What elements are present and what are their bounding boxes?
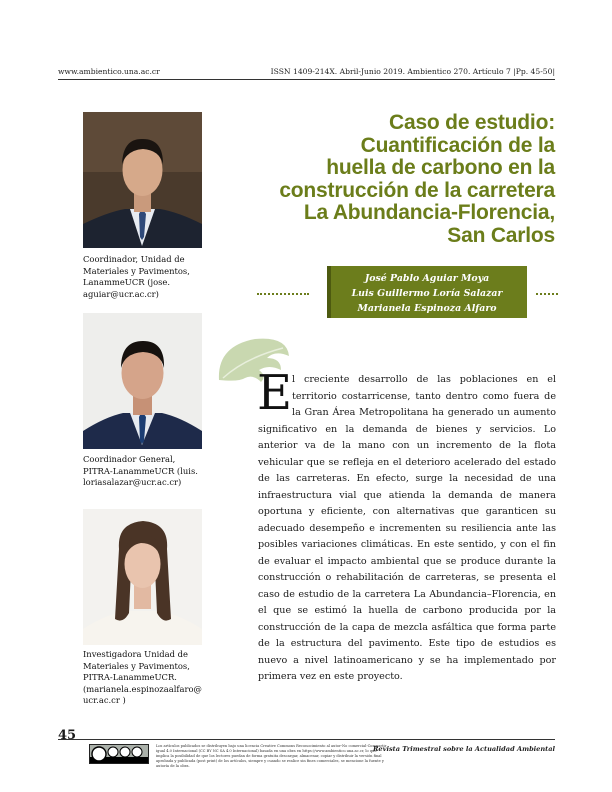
journal-name: Revista Trimestral sobre la Actualidad Ambiental	[372, 745, 555, 753]
header-issn: ISSN 1409-214X. Abril-Junio 2019. Ambientico 270. Artículo 7 |Pp. 45-50|	[270, 67, 555, 76]
caption-line: Coordinador, Unidad de	[83, 254, 185, 264]
caption-line: LanammeUCR (jose.	[83, 277, 171, 288]
caption-line[interactable]: (marianela.espinozaalfaro@	[83, 683, 202, 694]
article-body	[257, 365, 556, 686]
author-photo-3	[83, 509, 202, 645]
dropcap-spacer	[257, 365, 293, 421]
cc-license-icon[interactable]	[89, 744, 149, 764]
author-photo-1	[83, 112, 202, 248]
caption-line: PITRA-LanammeUCR (luis.	[83, 465, 198, 476]
title-line: huella de carbono en la	[326, 156, 555, 180]
license-text: Los artículos publicados se distribuyen bajo una licencia Creative Commons Reconocimiento al autor-No comercial-Compartir igual 4.0 Internacional (CC BY NC SA 4.0 Internacional) basada en una obra en https://www.ambientico.una.ac.cr, lo que implica la posibilidad de que los lectores puedan de forma gratuita descargar, almacenar, copiar y distribuir la versión final aprobada y publicada (post print) de los artículos, siempre y cuando se realice sin fines comerciales, se mencione la fuente y autoría de la obra.	[156, 744, 387, 768]
caption-line: Coordinador General,	[83, 454, 176, 464]
author-caption-1	[83, 254, 208, 300]
drop-cap: E	[257, 365, 293, 421]
body-text: l creciente desarrollo de las poblaciones en el territorio costarricense, tanto dentro como fuera de la Gran Área Metropolitana ha generado un aumento significativo en la demanda de bienes y servicios. Lo anterior va de la mano con un incremento de la flota vehicular que se refleja en el deterioro acelerado del estado de las carreteras. En efecto, surge la necesidad de una infraestructura vial que atienda la demanda de manera oportuna y eficiente, con alternativas que garanticen su adecuado desempeño e incrementen su resiliencia ante las posibles variaciones climáticas. En este sentido, y con el fin de evaluar el impacto ambiental que se produce durante la construcción o rehabilitación de carreteras, se presenta el caso de estudio de la carretera La Abundancia–Florencia, en el que se estimó la huella de carbono producida por la construcción de la capa de mezcla asfáltica que forma parte de la estructura del pavimento. Este tipo de estudios es nuevo a nivel latinoamericano y se ha implementado por primera vez en este proyecto.	[258, 374, 556, 682]
title-line: Caso de estudio:	[389, 111, 555, 134]
caption-line: Investigadora Unidad de	[83, 649, 188, 659]
author-caption-3	[83, 649, 208, 707]
author-dots-left	[257, 293, 309, 295]
title-line: Cuantificación de la	[360, 133, 555, 157]
title-line: La Abundancia-Florencia,	[303, 201, 555, 225]
author-caption-2	[83, 454, 208, 489]
title-line: construcción de la carretera	[279, 178, 555, 202]
author-dots-right	[536, 293, 558, 295]
author-name-1: José Pablo Aguiar Moya	[364, 273, 490, 284]
authors-box	[327, 266, 527, 318]
page-number: 45	[58, 728, 77, 743]
author-photo-2	[83, 313, 202, 449]
footer-rule	[58, 739, 555, 740]
author-name-2: Luis Guillermo Loría Salazar	[351, 288, 503, 299]
caption-line[interactable]: loriasalazar@ucr.ac.cr)	[83, 477, 182, 488]
header-website[interactable]: www.ambientico.una.ac.cr	[58, 67, 160, 76]
caption-line[interactable]: aguiar@ucr.ac.cr)	[83, 288, 159, 299]
caption-line[interactable]: ucr.ac.cr )	[83, 695, 126, 706]
caption-line: Materiales y Pavimentos,	[83, 265, 190, 276]
caption-line: Materiales y Pavimentos,	[83, 660, 190, 671]
caption-line: PITRA-LanammeUCR.	[83, 672, 177, 683]
author-name-3: Marianela Espinoza Alfaro	[357, 303, 497, 314]
header-rule	[58, 79, 555, 80]
title-line: San Carlos	[447, 223, 555, 247]
article-title	[235, 112, 555, 248]
